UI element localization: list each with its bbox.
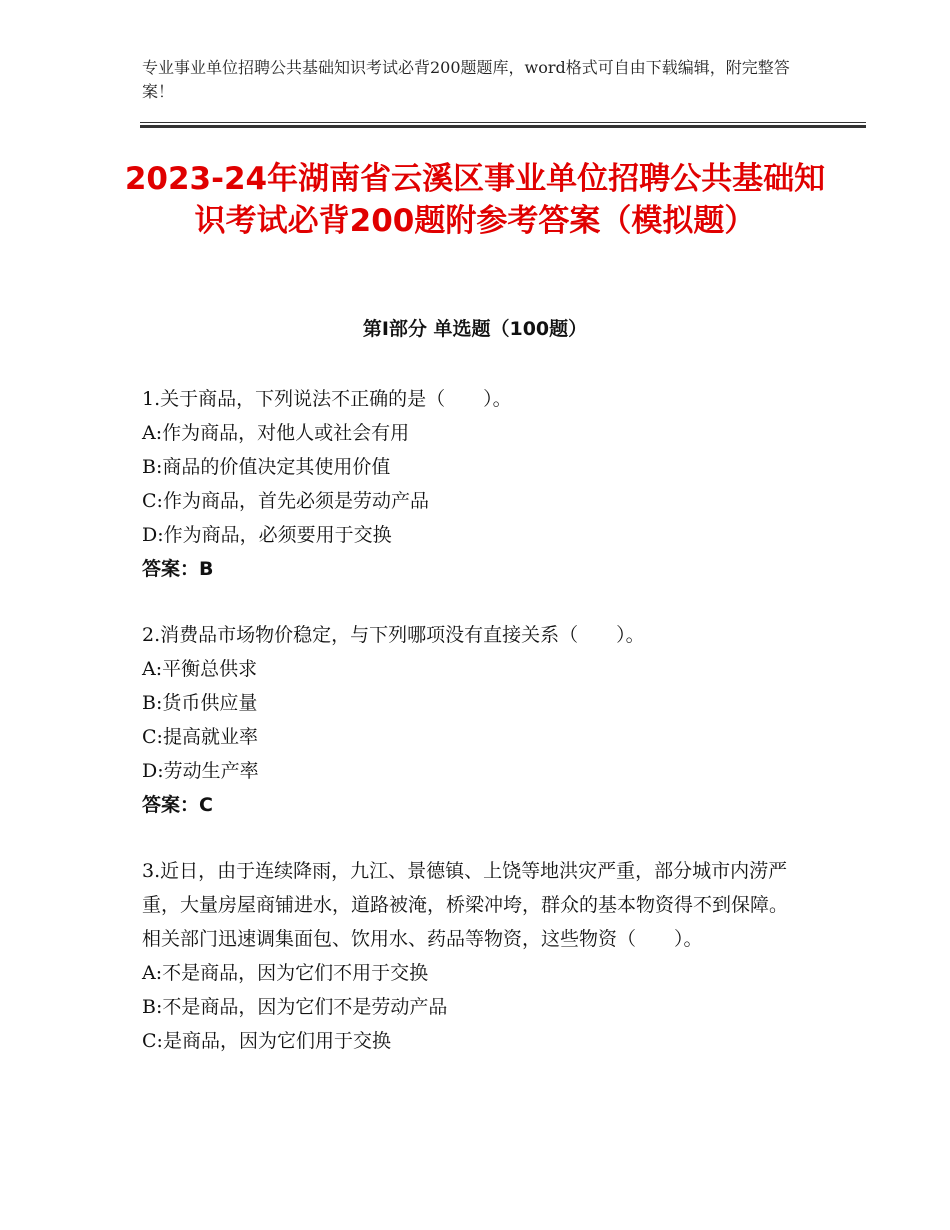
header-rule-thick (140, 125, 866, 128)
header-rule-thin (140, 122, 866, 123)
option-d: D:作为商品，必须要用于交换 (142, 524, 392, 546)
question-1 (142, 382, 802, 586)
option-b: B:不是商品，因为它们不是劳动产品 (142, 996, 448, 1018)
question-stem: 2.消费品市场物价稳定，与下列哪项没有直接关系（ ）。 (142, 624, 645, 646)
document-title: 2023-24年湖南省云溪区事业单位招聘公共基础知识考试必背200题附参考答案（模拟题） (124, 161, 826, 239)
answer: 答案：B (142, 558, 214, 580)
answer: 答案：C (142, 794, 213, 816)
header-note: 专业事业单位招聘公共基础知识考试必背200题题库，word格式可自由下载编辑，附完整答案！ (142, 58, 790, 101)
option-a: A:平衡总供求 (142, 658, 258, 680)
question-list (142, 382, 802, 1090)
section-heading: 第Ⅰ部分 单选题（100题） (362, 318, 588, 340)
option-b: B:商品的价值决定其使用价值 (142, 456, 391, 478)
question-stem: 1.关于商品，下列说法不正确的是（ ）。 (142, 388, 512, 410)
question-2 (142, 618, 802, 822)
question-3 (142, 854, 802, 1058)
option-b: B:货币供应量 (142, 692, 258, 714)
option-a: A:不是商品，因为它们不用于交换 (142, 962, 429, 984)
option-c: C:作为商品，首先必须是劳动产品 (142, 490, 429, 512)
option-a: A:作为商品，对他人或社会有用 (142, 422, 410, 444)
question-stem: 3.近日，由于连续降雨，九江、景德镇、上饶等地洪灾严重，部分城市内涝严重，大量房屋商铺进水，道路被淹，桥梁冲垮，群众的基本物资得不到保障。相关部门迅速调集面包、饮用水、药品等物资，这些物资（ ）。 (142, 860, 789, 950)
option-c: C:提高就业率 (142, 726, 258, 748)
option-c: C:是商品，因为它们用于交换 (142, 1030, 391, 1052)
option-d: D:劳动生产率 (142, 760, 259, 782)
